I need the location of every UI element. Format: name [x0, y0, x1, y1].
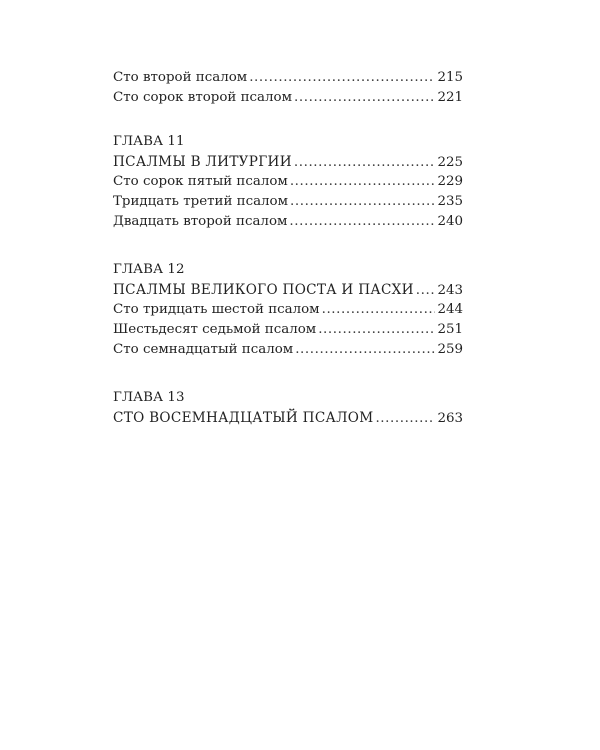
chapter-heading-entry[interactable]	[113, 152, 463, 172]
toc-entry[interactable]	[113, 300, 463, 320]
chapter-heading-entry[interactable]	[113, 280, 463, 300]
chapter-heading-title: ПСАЛМЫ ВЕЛИКОГО ПОСТА И ПАСХИ	[113, 282, 414, 298]
leader-dots	[294, 88, 435, 108]
leader-dots	[318, 320, 435, 340]
toc-entry-page: 229	[437, 174, 463, 189]
toc-entry-title: Сто тридцать шестой псалом	[113, 302, 320, 317]
chapter-label: ГЛАВА 13	[113, 390, 185, 405]
chapter-heading-page: 243	[437, 283, 463, 298]
toc-entry-title: Сто второй псалом	[113, 70, 248, 85]
chapter-heading-page: 263	[437, 411, 463, 426]
intro-group	[113, 68, 463, 108]
toc-entry-title: Сто семнадцатый псалом	[113, 342, 294, 357]
toc-entry[interactable]	[113, 212, 463, 232]
leader-dots	[375, 409, 435, 428]
toc-entry-title: Сто сорок второй псалом	[113, 90, 293, 105]
leader-dots	[290, 172, 436, 192]
toc-entry-page: 240	[437, 214, 463, 229]
toc-entry-page: 259	[437, 342, 463, 357]
toc-entry-page: 235	[437, 194, 463, 209]
table-of-contents	[113, 68, 463, 456]
toc-entry-page: 251	[437, 322, 463, 337]
toc-entry[interactable]	[113, 172, 463, 192]
toc-entry[interactable]	[113, 340, 463, 360]
chapter-heading-page: 225	[437, 155, 463, 170]
leader-dots	[322, 300, 436, 320]
toc-entry-title: Сто сорок пятый псалом	[113, 174, 288, 189]
chapter-label: ГЛАВА 12	[113, 262, 185, 277]
chapter-heading-title: ПСАЛМЫ В ЛИТУРГИИ	[113, 154, 292, 170]
toc-entry[interactable]	[113, 192, 463, 212]
leader-dots	[294, 153, 436, 172]
chapter-13-group	[113, 388, 463, 428]
leader-dots	[295, 340, 435, 360]
toc-entry-page: 221	[437, 90, 463, 105]
toc-entry-title: Шестьдесят седьмой псалом	[113, 322, 317, 337]
toc-entry-title: Тридцать третий псалом	[113, 194, 289, 209]
chapter-heading-entry[interactable]	[113, 408, 463, 428]
chapter-12-group	[113, 260, 463, 360]
chapter-label: ГЛАВА 11	[113, 134, 185, 149]
leader-dots	[416, 281, 436, 300]
toc-entry[interactable]	[113, 68, 463, 88]
toc-entry-title: Двадцать второй псалом	[113, 214, 288, 229]
toc-entry-page: 244	[437, 302, 463, 317]
leader-dots	[249, 68, 435, 88]
toc-entry[interactable]	[113, 320, 463, 340]
toc-entry[interactable]	[113, 88, 463, 108]
toc-entry-page: 215	[437, 70, 463, 85]
leader-dots	[289, 212, 435, 232]
chapter-11-group	[113, 132, 463, 232]
chapter-heading-title: СТО ВОСЕМНАДЦАТЫЙ ПСАЛОМ	[113, 410, 374, 426]
leader-dots	[290, 192, 435, 212]
